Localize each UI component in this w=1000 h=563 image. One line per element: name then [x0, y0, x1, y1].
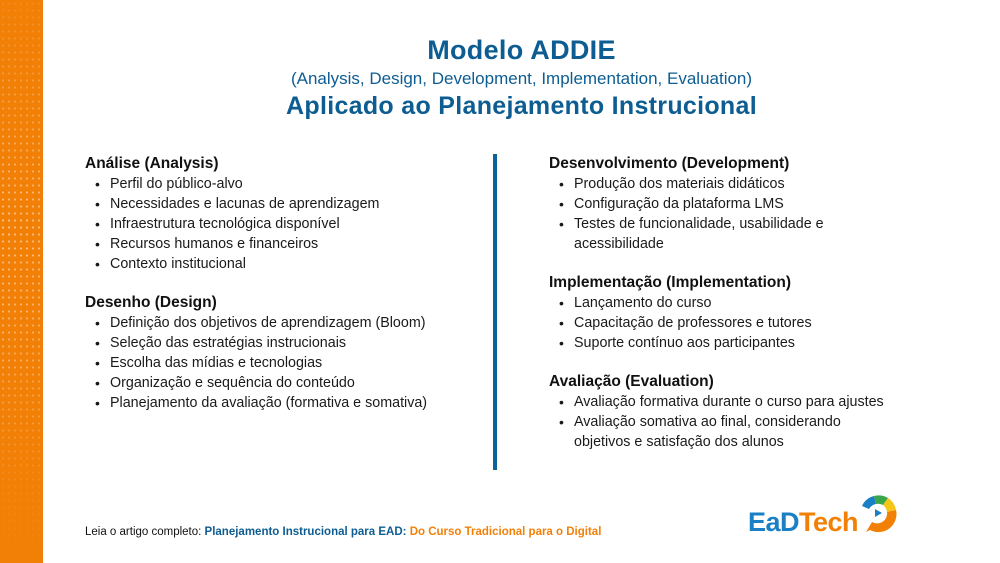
dot-pattern: [0, 0, 43, 563]
section-heading: Implementação (Implementation): [549, 274, 792, 291]
page-title-secondary: Aplicado ao Planejamento Instrucional: [286, 92, 757, 120]
header: [43, 34, 1000, 121]
eadtech-logo: [748, 492, 900, 540]
page-title: Modelo ADDIE: [427, 35, 616, 65]
list-item: • Definição dos objetivos de aprendizagem (Bloom): [85, 313, 475, 333]
list-item: • Avaliação somativa ao final, considerando objetivos e satisfação dos alunos: [549, 412, 869, 452]
bullet-list: [549, 392, 949, 452]
list-item: • Perfil do público-alvo: [85, 174, 475, 194]
play-gauge-icon: [856, 492, 900, 538]
list-item: • Testes de funcionalidade, usabilidade e acessibilidade: [549, 214, 849, 254]
section-development: [549, 153, 949, 254]
list-item: • Avaliação formativa durante o curso para ajustes: [549, 392, 949, 412]
section-heading: Avaliação (Evaluation): [549, 373, 714, 390]
list-item: • Escolha das mídias e tecnologias: [85, 353, 475, 373]
bullet-list: [85, 313, 475, 413]
list-item: • Configuração da plataforma LMS: [549, 194, 949, 214]
section-implementation: [549, 272, 949, 353]
page-subtitle: (Analysis, Design, Development, Implementation, Evaluation): [290, 69, 753, 88]
list-item: • Seleção das estratégias instrucionais: [85, 333, 475, 353]
left-column: [85, 153, 475, 431]
section-heading: Desenho (Design): [85, 294, 217, 311]
section-design: [85, 292, 475, 413]
column-divider: [493, 154, 497, 470]
section-heading: Análise (Analysis): [85, 155, 219, 172]
list-item: • Recursos humanos e financeiros: [85, 234, 475, 254]
footer-prefix: Leia o artigo completo:: [85, 526, 205, 538]
bullet-list: [549, 174, 949, 254]
section-evaluation: [549, 371, 949, 452]
footer-article-link: [85, 526, 601, 538]
logo-wordmark: EaDTech: [748, 507, 859, 537]
article-link-part2[interactable]: Do Curso Tradicional para o Digital: [409, 526, 602, 538]
list-item: • Capacitação de professores e tutores: [549, 313, 949, 333]
decorative-side-band: [0, 0, 43, 563]
list-item: • Suporte contínuo aos participantes: [549, 333, 949, 353]
bullet-list: [85, 174, 475, 274]
list-item: • Contexto institucional: [85, 254, 475, 274]
section-analysis: [85, 153, 475, 274]
list-item: • Necessidades e lacunas de aprendizagem: [85, 194, 475, 214]
right-column: [549, 153, 949, 470]
list-item: • Organização e sequência do conteúdo: [85, 373, 475, 393]
section-heading: Desenvolvimento (Development): [549, 155, 790, 172]
list-item: • Planejamento da avaliação (formativa e somativa): [85, 393, 475, 413]
bullet-list: [549, 293, 949, 353]
list-item: • Produção dos materiais didáticos: [549, 174, 949, 194]
list-item: • Infraestrutura tecnológica disponível: [85, 214, 475, 234]
list-item: • Lançamento do curso: [549, 293, 949, 313]
article-link-part1[interactable]: Planejamento Instrucional para EAD:: [204, 526, 410, 538]
